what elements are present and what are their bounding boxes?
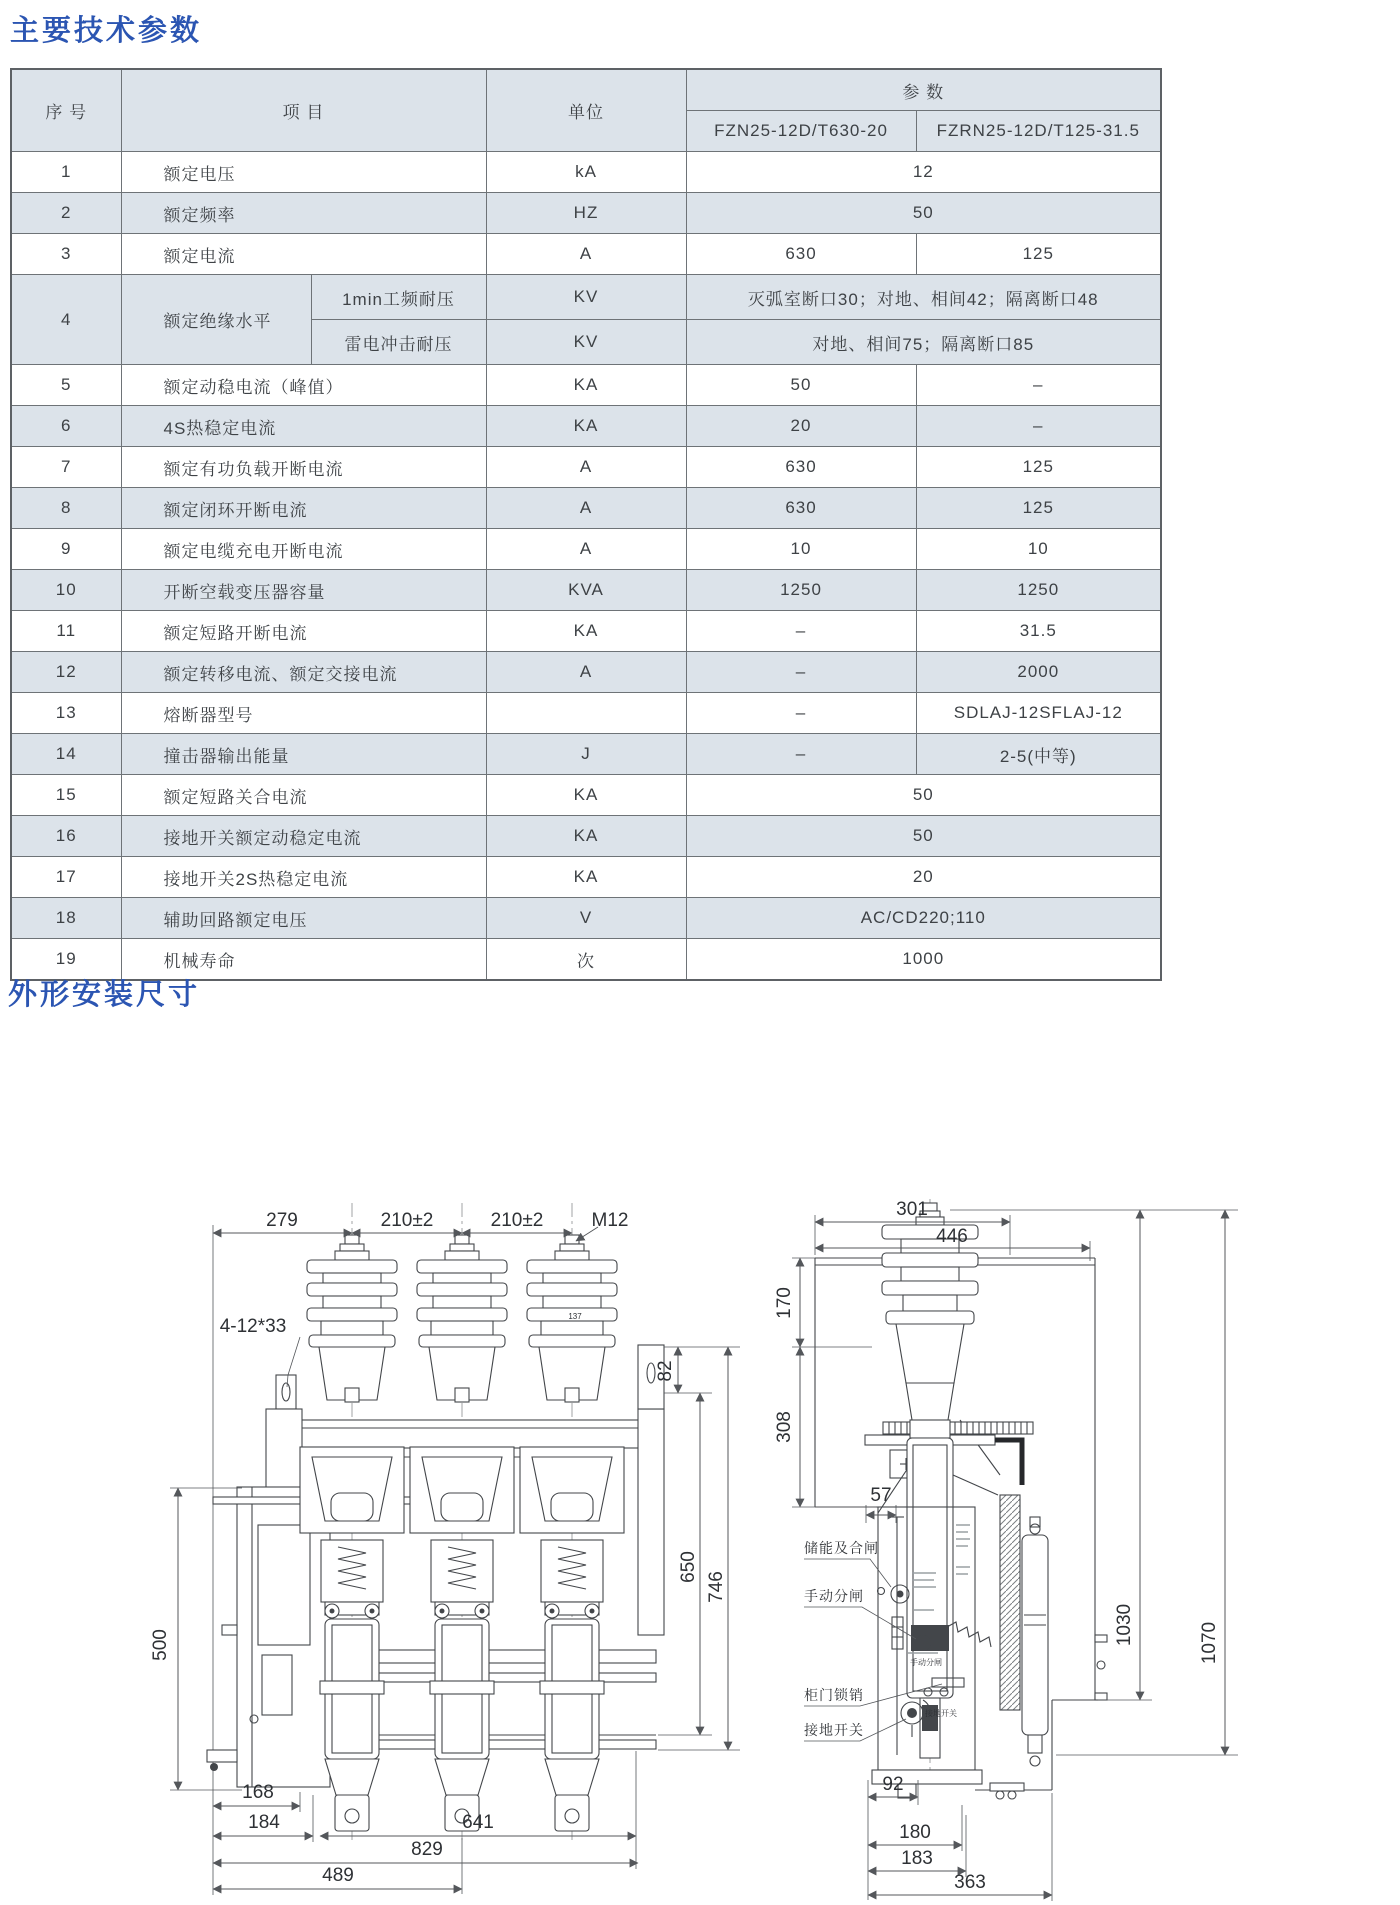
side-view-drawing: [760, 1195, 1400, 1905]
row-unit: KV: [486, 275, 686, 320]
table-row: [11, 652, 1161, 693]
row-value: 对地、相间75；隔离断口85: [686, 320, 1161, 365]
row-unit: KA: [486, 406, 686, 447]
callout-manual-open: 手动分闸: [804, 1588, 864, 1604]
col-header-model1: FZN25-12D/T630-20: [686, 111, 916, 152]
row-item: 接地开关2S热稳定电流: [121, 857, 486, 898]
table-row: [11, 488, 1161, 529]
row-no: 19: [11, 939, 121, 981]
dim-front-641: 641: [462, 1812, 494, 1833]
row-no: 4: [11, 275, 121, 365]
row-unit: KA: [486, 816, 686, 857]
row-item: 机械寿命: [121, 939, 486, 981]
row-value: 10: [686, 529, 916, 570]
row-no: 3: [11, 234, 121, 275]
row-no: 8: [11, 488, 121, 529]
row-no: 10: [11, 570, 121, 611]
table-row: [11, 365, 1161, 406]
table-row: [11, 734, 1161, 775]
table-row: [11, 611, 1161, 652]
row-value: 20: [686, 406, 916, 447]
row-unit: KA: [486, 775, 686, 816]
row-item: 额定电压: [121, 152, 486, 193]
row-item: 撞击器输出能量: [121, 734, 486, 775]
row-no: 17: [11, 857, 121, 898]
row-item: 辅助回路额定电压: [121, 898, 486, 939]
table-row: [11, 857, 1161, 898]
row-value: 1250: [916, 570, 1161, 611]
dim-front-829: 829: [411, 1839, 443, 1860]
dim-front-489: 489: [322, 1865, 354, 1886]
section-title-main-parameters: 主要技术参数: [10, 15, 203, 47]
row-value: –: [686, 611, 916, 652]
dim-front-82: 82: [655, 1360, 676, 1382]
dim-side-363: 363: [954, 1872, 986, 1893]
row-item: 接地开关额定动稳定电流: [121, 816, 486, 857]
dim-side-92: 92: [882, 1774, 904, 1795]
dim-front-184: 184: [248, 1812, 280, 1833]
row-no: 13: [11, 693, 121, 734]
dim-front-500: 500: [150, 1629, 171, 1661]
row-unit: KV: [486, 320, 686, 365]
col-header-param: 参 数: [686, 69, 1161, 111]
dim-front-210a: 210±2: [380, 1210, 434, 1231]
row-subitem: 1min工频耐压: [311, 275, 486, 320]
row-no: 15: [11, 775, 121, 816]
row-no: 18: [11, 898, 121, 939]
callout-store-close: 储能及合闸: [804, 1540, 879, 1556]
row-no: 12: [11, 652, 121, 693]
row-item: 额定短路开断电流: [121, 611, 486, 652]
row-value: 2000: [916, 652, 1161, 693]
row-value: 50: [686, 816, 1161, 857]
table-row: [11, 447, 1161, 488]
row-value: –: [916, 365, 1161, 406]
row-value: 50: [686, 365, 916, 406]
row-value: 125: [916, 447, 1161, 488]
row-value: 125: [916, 234, 1161, 275]
row-unit: A: [486, 488, 686, 529]
table-row: [11, 898, 1161, 939]
row-item: 额定有功负载开断电流: [121, 447, 486, 488]
table-row: [11, 193, 1161, 234]
dim-side-301: 301: [896, 1199, 928, 1220]
table-row: [11, 816, 1161, 857]
row-unit: KA: [486, 611, 686, 652]
row-no: 16: [11, 816, 121, 857]
callout-door-latch: 柜门锁销: [804, 1687, 864, 1703]
row-no: 7: [11, 447, 121, 488]
dim-side-308: 308: [774, 1411, 795, 1443]
row-unit: A: [486, 447, 686, 488]
inner-label-manual-open: 手动分闸: [910, 1658, 942, 1667]
row-item: 额定频率: [121, 193, 486, 234]
front-view-drawing: [0, 1195, 760, 1905]
dim-side-1070: 1070: [1199, 1621, 1220, 1665]
row-value: 灭弧室断口30；对地、相间42；隔离断口48: [686, 275, 1161, 320]
row-no: 9: [11, 529, 121, 570]
dim-front-hole: 4-12*33: [219, 1316, 287, 1337]
dim-front-m12: M12: [591, 1210, 629, 1231]
callout-earth-switch: 接地开关: [804, 1722, 864, 1738]
row-item: 4S热稳定电流: [121, 406, 486, 447]
row-unit: J: [486, 734, 686, 775]
table-row: [11, 234, 1161, 275]
row-unit: A: [486, 652, 686, 693]
dim-side-170: 170: [774, 1287, 795, 1319]
table-row: [11, 152, 1161, 193]
table-row: [11, 275, 1161, 320]
dim-front-210b: 210±2: [490, 1210, 544, 1231]
row-no: 6: [11, 406, 121, 447]
table-row: [11, 406, 1161, 447]
row-value: 50: [686, 775, 1161, 816]
row-unit: KA: [486, 365, 686, 406]
row-value: 50: [686, 193, 1161, 234]
row-item: 额定闭环开断电流: [121, 488, 486, 529]
col-header-unit: 单位: [486, 69, 686, 152]
row-unit: KVA: [486, 570, 686, 611]
row-unit: 次: [486, 939, 686, 981]
row-value: SDLAJ-12SFLAJ-12: [916, 693, 1161, 734]
row-item: 额定短路关合电流: [121, 775, 486, 816]
row-item: 额定电流: [121, 234, 486, 275]
row-value: 630: [686, 488, 916, 529]
dim-side-180: 180: [899, 1822, 931, 1843]
table-row: [11, 570, 1161, 611]
row-value: –: [916, 406, 1161, 447]
dim-side-57: 57: [870, 1485, 892, 1506]
row-unit: HZ: [486, 193, 686, 234]
row-item: 额定转移电流、额定交接电流: [121, 652, 486, 693]
row-value: 2-5(中等): [916, 734, 1161, 775]
row-no: 14: [11, 734, 121, 775]
dim-front-650: 650: [678, 1551, 699, 1583]
insulator-mark-label: 137: [568, 1312, 582, 1321]
row-no: 1: [11, 152, 121, 193]
table-row: [11, 693, 1161, 734]
row-value: –: [686, 652, 916, 693]
dim-side-446: 446: [936, 1226, 968, 1247]
dim-side-183: 183: [901, 1848, 933, 1869]
row-value: 12: [686, 152, 1161, 193]
row-no: 11: [11, 611, 121, 652]
row-unit: A: [486, 234, 686, 275]
table-row: [11, 529, 1161, 570]
dim-front-279: 279: [266, 1210, 298, 1231]
row-no: 5: [11, 365, 121, 406]
section-title-dimensions: 外形安装尺寸: [8, 979, 201, 1011]
row-item: 熔断器型号: [121, 693, 486, 734]
row-unit: V: [486, 898, 686, 939]
row-value: –: [686, 693, 916, 734]
row-unit: KA: [486, 857, 686, 898]
row-item: 额定动稳电流（峰值）: [121, 365, 486, 406]
row-value: 1000: [686, 939, 1161, 981]
row-unit: A: [486, 529, 686, 570]
row-item: 额定绝缘水平: [121, 275, 311, 365]
parameters-table: [10, 68, 1162, 981]
inner-label-earth-switch: 接地开关: [925, 1709, 957, 1718]
side-cylinder: [1022, 1517, 1048, 1766]
row-value: 31.5: [916, 611, 1161, 652]
dim-front-168: 168: [242, 1782, 274, 1803]
row-value: 20: [686, 857, 1161, 898]
table-row: [11, 775, 1161, 816]
row-item: 开断空载变压器容量: [121, 570, 486, 611]
row-value: –: [686, 734, 916, 775]
dim-front-746: 746: [706, 1571, 727, 1603]
col-header-no: 序 号: [11, 69, 121, 152]
row-unit: kA: [486, 152, 686, 193]
row-value: 1250: [686, 570, 916, 611]
row-value: 10: [916, 529, 1161, 570]
dim-side-1030: 1030: [1114, 1603, 1135, 1647]
row-subitem: 雷电冲击耐压: [311, 320, 486, 365]
row-value: 630: [686, 234, 916, 275]
row-value: 630: [686, 447, 916, 488]
row-no: 2: [11, 193, 121, 234]
col-header-model2: FZRN25-12D/T125-31.5: [916, 111, 1161, 152]
row-value: AC/CD220;110: [686, 898, 1161, 939]
col-header-item: 项 目: [121, 69, 486, 152]
row-unit: [486, 693, 686, 734]
row-item: 额定电缆充电开断电流: [121, 529, 486, 570]
row-value: 125: [916, 488, 1161, 529]
